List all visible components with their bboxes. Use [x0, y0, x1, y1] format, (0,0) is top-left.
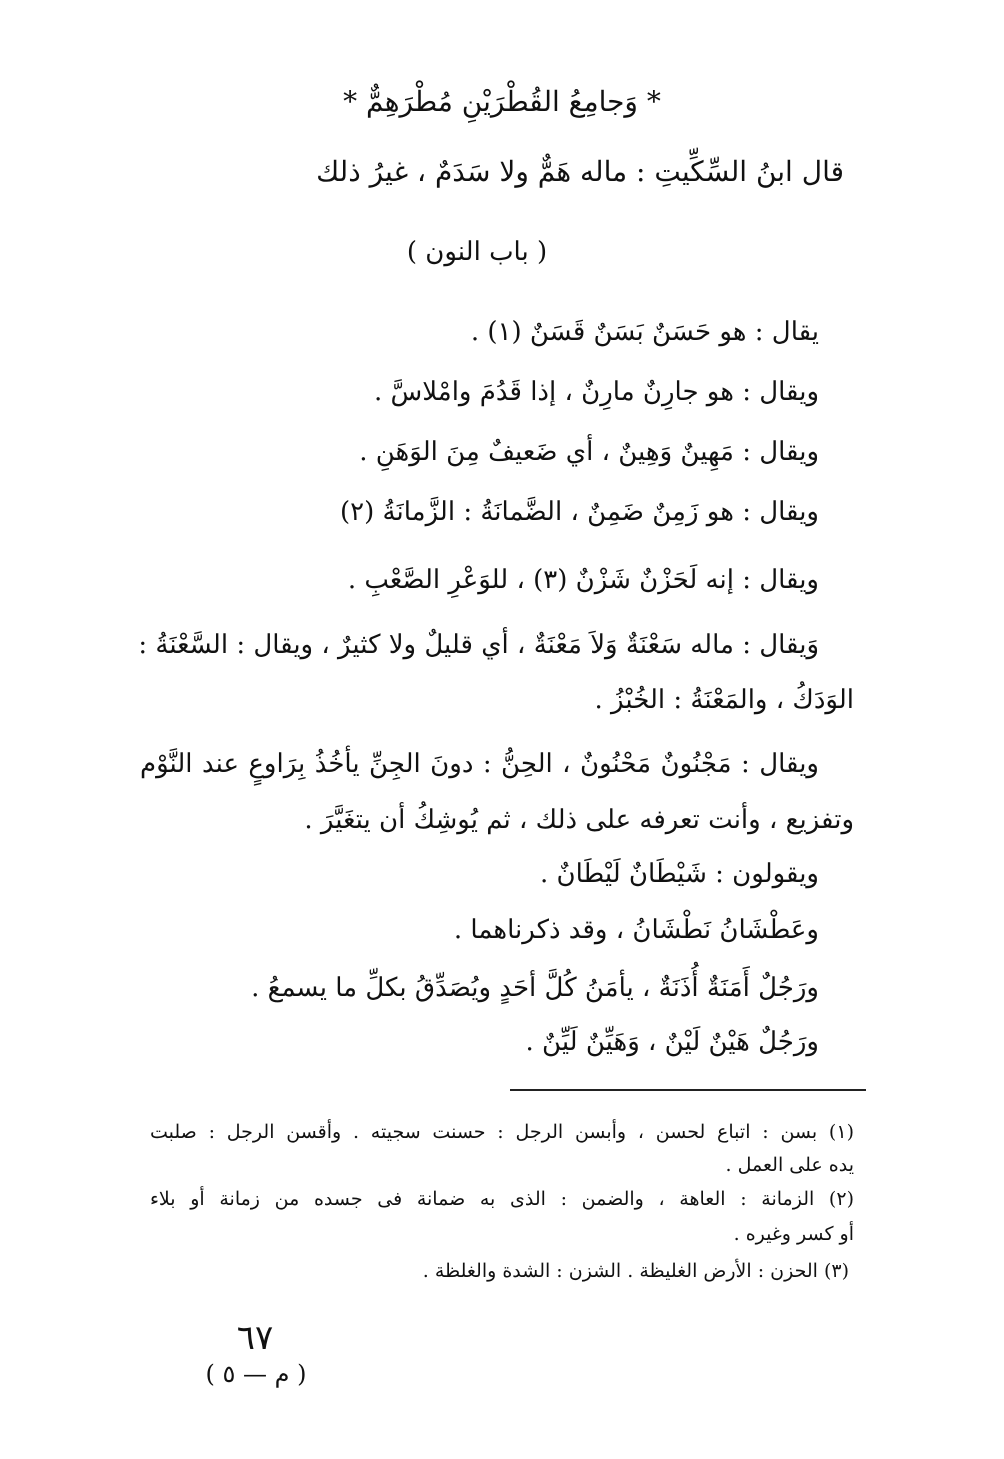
verse-heading: * وَجامِعُ القُطْرَيْنِ مُطْرَهِمٌّ *: [343, 85, 661, 118]
body-line-2: ويقال : هو جارِنٌ مارِنٌ ، إذا قَدُمَ وامْلاسَّ .: [374, 377, 819, 407]
footnote-divider: [510, 1089, 866, 1091]
footnote-1: (١) بسن : اتباع لحسن ، وأبسن الرجل : حسنت سجيته . وأقسن الرجل : صلبت: [150, 1121, 854, 1143]
body-line-1: يقال : هو حَسَنٌ بَسَنٌ قَسَنٌ (١) .: [470, 317, 819, 347]
body-line-10: ويقولون : شَيْطَانٌ لَيْطَانٌ .: [540, 859, 819, 889]
attribution-line: قال ابنُ السِّكِّيتِ : ماله هَمٌّ ولا سَدَمٌ ، غيرُ ذلك: [316, 155, 844, 188]
body-line-7: الوَدَكُ ، والمَعْنَةُ : الخُبْزُ .: [594, 685, 854, 715]
page-number: ٦٧: [236, 1318, 274, 1358]
section-title: ( باب النون ): [406, 237, 548, 267]
footnote-2: (٢) الزمانة : العاهة ، والضمن : الذى به ضمانة فى جسده من زمانة أو بلاء: [150, 1188, 854, 1210]
body-line-5: ويقال : إنه لَحَزْنٌ شَزْنٌ (٣) ، للوَعْرِ الصَّعْبِ .: [347, 565, 819, 595]
signature-mark: ( م — ٥ ): [205, 1360, 307, 1388]
body-line-9: وتفزيع ، وأنت تعرفه على ذلك ، ثم يُوشِكُ أن يتغَيَّرَ .: [304, 805, 854, 835]
body-line-11: وعَطْشَانُ نَطْشَانُ ، وقد ذكرناهما .: [453, 915, 819, 945]
footnote-3: (٣) الحزن : الأرض الغليظة . الشزن : الشدة والغلظة .: [422, 1260, 849, 1282]
footnote-2-continued: أو كسر وغيره .: [733, 1223, 854, 1245]
body-line-12: ورَجُلٌ أَمَنَةٌ أُذَنَةٌ ، يأمَنُ كُلَّ أحَدٍ ويُصَدِّقُ بكلِّ ما يسمعُ .: [251, 973, 819, 1003]
body-line-6: وَيقال : ماله سَعْنَةٌ وَلاَ مَعْنَةٌ ، أي قليلٌ ولا كثيرٌ ، ويقال : السَّعْنَةُ :: [138, 630, 819, 660]
footnote-1-continued: يده على العمل .: [725, 1154, 854, 1176]
body-line-8: ويقال : مَجْنُونٌ مَحْنُونٌ ، الحِنُّ : دونَ الجِنِّ يأخُذُ بِرَاوعٍ عند النَّوْم: [140, 749, 819, 779]
body-line-3: ويقال : مَهِينٌ وَهِينٌ ، أي ضَعيفٌ مِنَ الوَهَنِ .: [359, 437, 819, 467]
body-line-4: ويقال : هو زَمِنٌ ضَمِنٌ ، الضَّمانَةُ : الزَّمانَةُ (٢): [340, 497, 819, 527]
body-line-13: ورَجُلٌ هَيْنٌ لَيْنٌ ، وَهَيِّنٌ لَيِّنٌ .: [525, 1027, 819, 1057]
